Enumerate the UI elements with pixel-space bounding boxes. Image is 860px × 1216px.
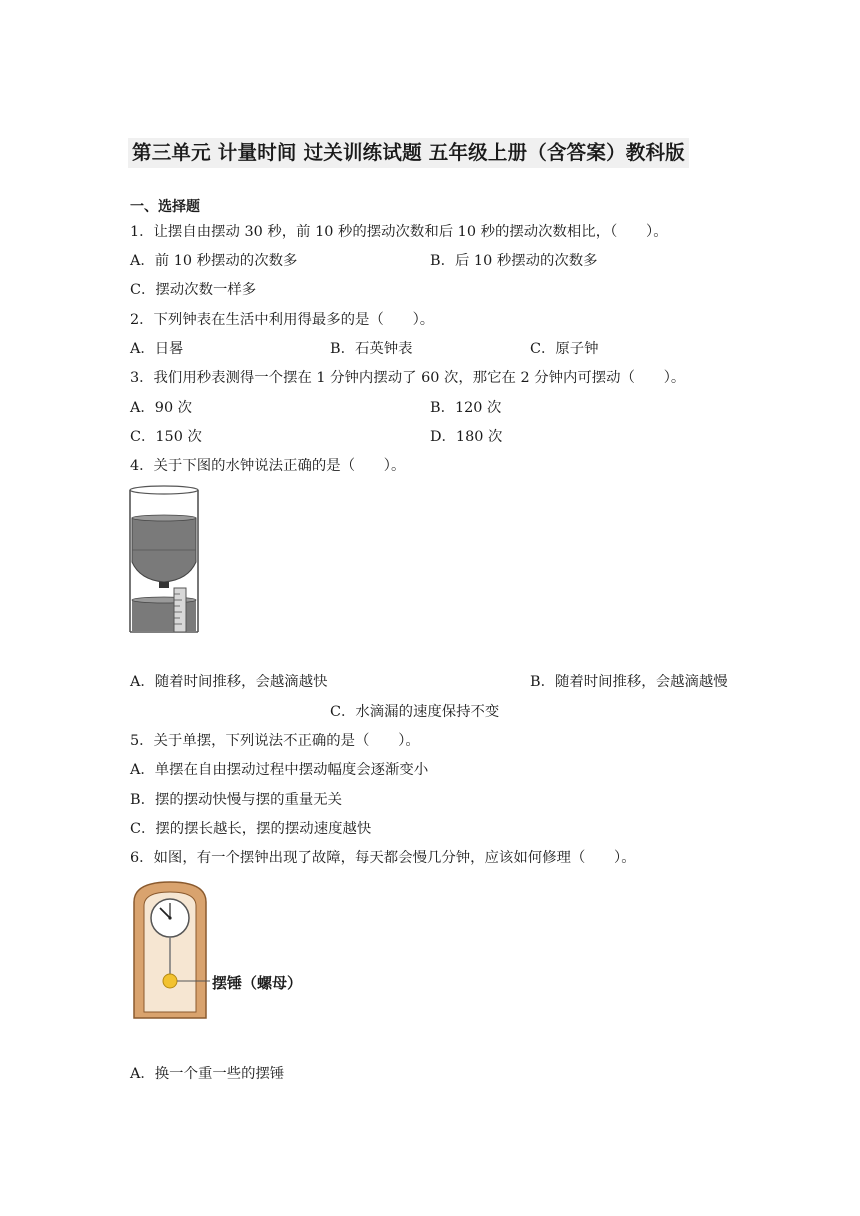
question-3-option-d: D．180 次 — [430, 429, 503, 445]
question-3-option-b: B．120 次 — [430, 400, 502, 416]
question-1-option-b: B．后 10 秒摆动的次数多 — [430, 253, 598, 269]
water-clock-figure — [128, 484, 202, 636]
question-4-option-c: C．水滴漏的速度保持不变 — [330, 704, 500, 720]
question-6-option-a: A．换一个重一些的摆锤 — [130, 1066, 285, 1082]
section-heading: 一、选择题 — [130, 199, 200, 215]
question-5-option-c: C．摆的摆长越长，摆的摆动速度越快 — [130, 821, 372, 837]
page-title: 第三单元 计量时间 过关训练试题 五年级上册（含答案）教科版 — [128, 138, 689, 168]
question-2-stem: 2．下列钟表在生活中利用得最多的是（ ）。 — [130, 312, 435, 328]
question-1-option-c: C．摆动次数一样多 — [130, 282, 257, 298]
question-2-option-b: B．石英钟表 — [330, 341, 413, 357]
question-3-option-a: A．90 次 — [130, 400, 193, 416]
question-4-option-a: A．随着时间推移，会越滴越快 — [130, 674, 328, 690]
question-1-option-a: A．前 10 秒摆动的次数多 — [130, 253, 298, 269]
question-2-option-c: C．原子钟 — [530, 341, 599, 357]
question-4-option-b: B．随着时间推移，会越滴越慢 — [530, 674, 728, 690]
question-5-option-a: A．单摆在自由摆动过程中摆动幅度会逐渐变小 — [130, 762, 429, 778]
pendulum-bob-label: 摆锤（螺母） — [212, 974, 303, 992]
question-5-stem: 5．关于单摆，下列说法不正确的是（ ）。 — [130, 733, 420, 749]
question-1-stem: 1．让摆自由摆动 30 秒，前 10 秒的摆动次数和后 10 秒的摆动次数相比，（ ）。 — [130, 224, 668, 240]
question-4-stem: 4．关于下图的水钟说法正确的是（ ）。 — [130, 458, 406, 474]
pendulum-clock-figure — [130, 878, 210, 1022]
question-3-stem: 3．我们用秒表测得一个摆在 1 分钟内摆动了 60 次，那它在 2 分钟内可摆动（ ）。 — [130, 370, 686, 386]
question-5-option-b: B．摆的摆动快慢与摆的重量无关 — [130, 792, 343, 808]
question-3-option-c: C．150 次 — [130, 429, 202, 445]
question-2-option-a: A．日晷 — [130, 341, 184, 357]
question-6-stem: 6．如图，有一个摆钟出现了故障，每天都会慢几分钟，应该如何修理（ ）。 — [130, 850, 636, 866]
